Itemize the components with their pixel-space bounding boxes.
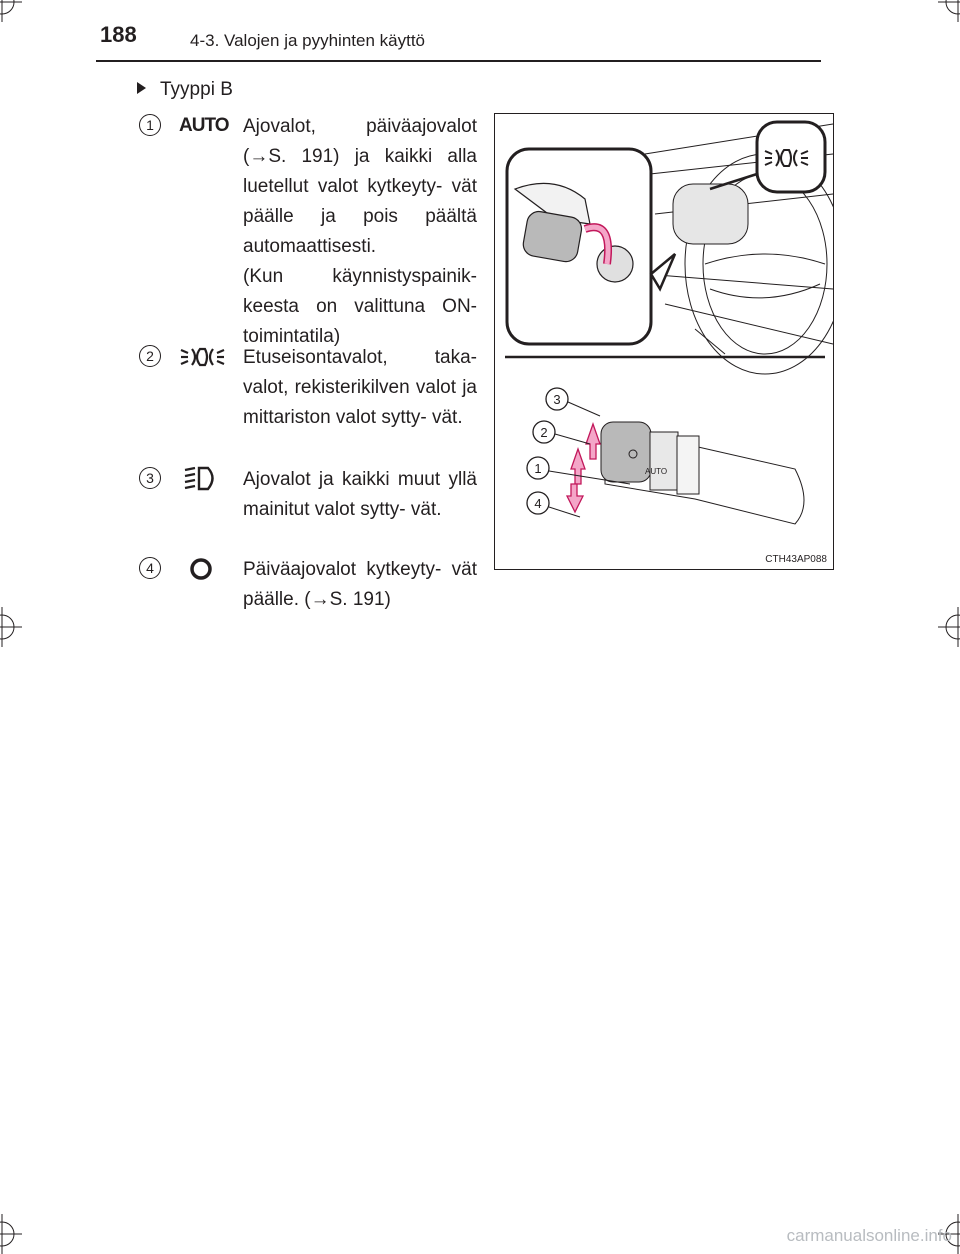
registration-mark-icon [0, 1214, 22, 1254]
svg-text:2: 2 [540, 425, 548, 440]
svg-text:4: 4 [534, 496, 542, 511]
item-1 [139, 112, 477, 347]
item-number: 4 [139, 557, 161, 579]
section-title: 4-3. Valojen ja pyyhinten käyttö [190, 31, 425, 50]
item-number: 2 [139, 345, 161, 367]
light-switch-illustration [494, 113, 834, 570]
headlight-icon [179, 465, 229, 493]
page-number: 188 [100, 22, 137, 47]
item-description: Ajovalot ja kaikki muut yllä mainitut valot sytty- vät. [243, 469, 477, 520]
type-label-text: Tyyppi B [160, 79, 233, 100]
header-rule [96, 60, 821, 62]
light-switch-lever [601, 422, 804, 524]
registration-mark-icon [0, 607, 22, 647]
item-2 [139, 343, 477, 463]
item-description: Ajovalot, päiväajovalot (→S. 191) ja kaikki alla luetellut valot kytkeyty- vät päälle ja pois päältä automaattisesti. (Kun käynnistyspainik- keesta on valittuna ON- toimintatila) [243, 116, 477, 347]
type-label [137, 79, 233, 101]
svg-text:3: 3 [553, 392, 561, 407]
item-3 [139, 465, 477, 555]
drl-icon [179, 555, 229, 583]
registration-mark-icon [0, 0, 22, 22]
bullet-triangle-icon [137, 82, 146, 94]
item-description: Etuseisontavalot, taka- valot, rekisterikilven valot ja mittariston valot sytty- vät. [243, 347, 477, 428]
auto-icon: AUTO [179, 115, 229, 136]
item-number: 3 [139, 467, 161, 489]
item-description: Päiväajovalot kytkeyty- vät päälle. (→S. 191) [243, 559, 477, 610]
registration-mark-icon [938, 0, 960, 22]
figure-code: CTH43AP088 [765, 554, 827, 565]
footer-watermark: carmanualsonline.info [786, 1226, 952, 1245]
item-4 [139, 555, 477, 615]
item-number: 1 [139, 114, 161, 136]
lever-auto-label: AUTO [645, 467, 668, 476]
registration-mark-icon [938, 607, 960, 647]
side-lights-icon [179, 343, 229, 371]
illustration-drawing [495, 114, 833, 569]
svg-text:1: 1 [534, 461, 542, 476]
